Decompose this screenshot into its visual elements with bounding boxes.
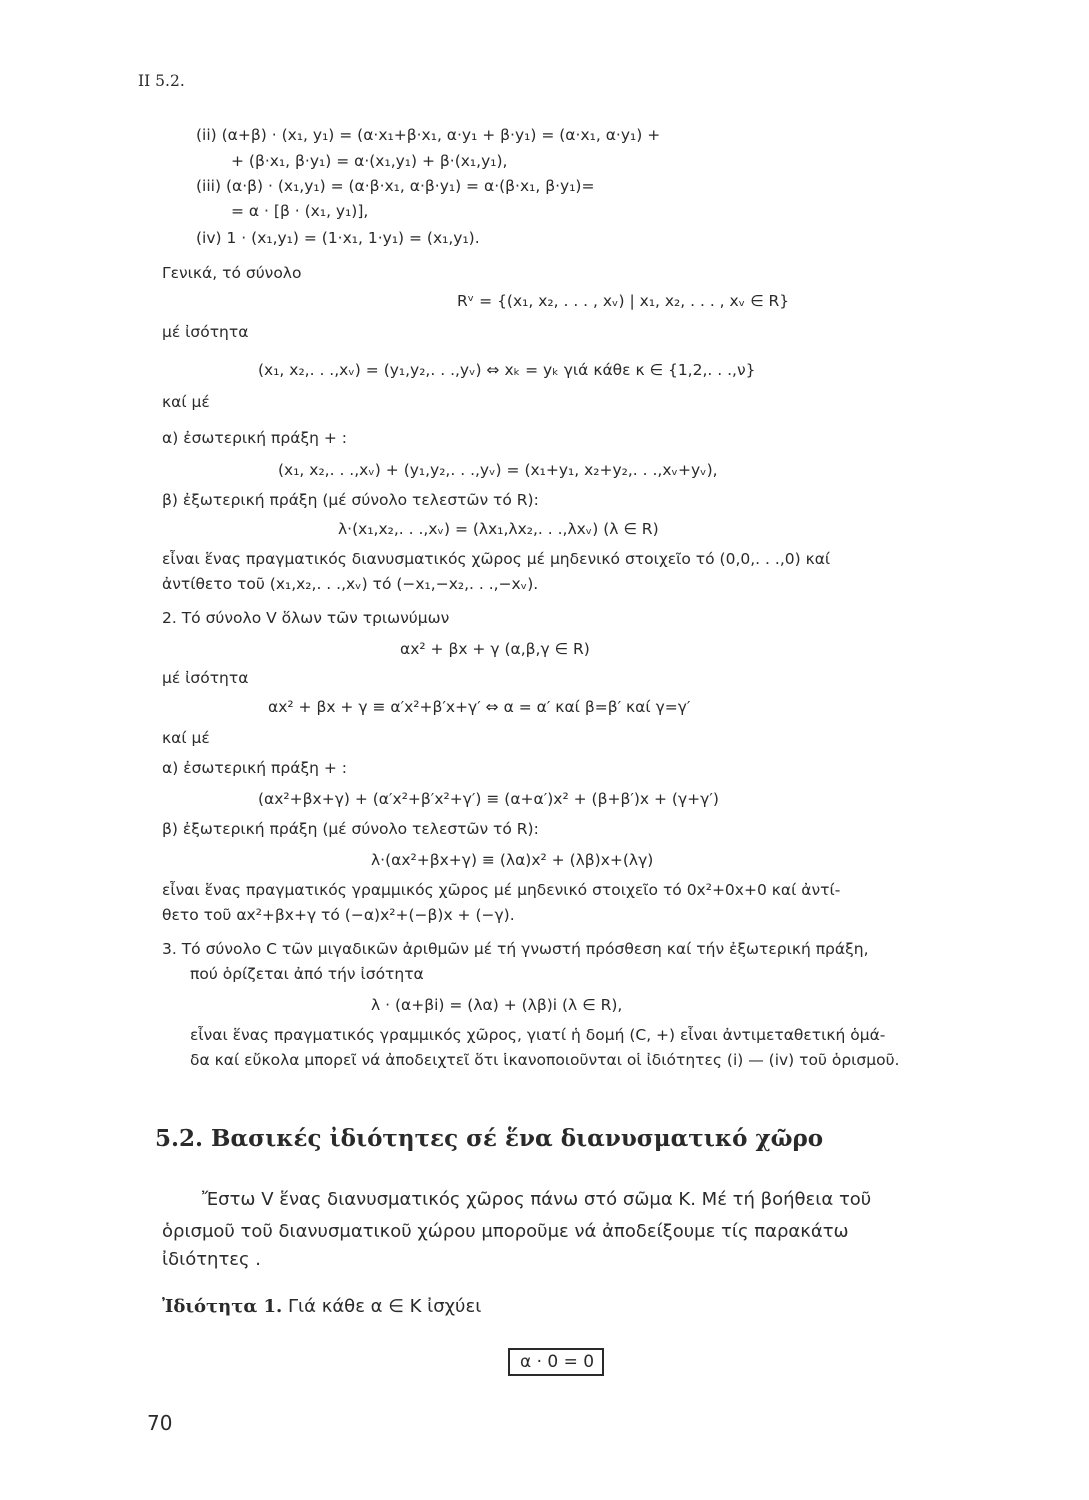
text-line: + (β·x₁, β·y₁) = α·(x₁,y₁) + β·(x₁,y₁), <box>231 152 508 170</box>
property-label: Ἰδιότητα 1. <box>162 1296 283 1317</box>
formula-line: λ·(αx²+βx+γ) ≡ (λα)x² + (λβ)x+(λγ) <box>371 851 654 869</box>
text-line: πού ὁρίζεται ἀπό τήν ἰσότητα <box>190 965 424 983</box>
text-line: β) ἐξωτερική πράξη (μέ σύνολο τελεστῶν τό R): <box>162 491 539 509</box>
formula-line: λ · (α+βi) = (λα) + (λβ)i (λ ∈ R), <box>371 996 623 1014</box>
paragraph-line: ὁρισμοῦ τοῦ διανυσματικοῦ χώρου μποροῦμε νά ἀποδείξουμε τίς παρακάτω <box>162 1221 849 1242</box>
boxed-formula: α · 0 = 0 <box>508 1348 604 1376</box>
formula-line: αx² + βx + γ ≡ α′x²+β′x+γ′ ⇔ α = α′ καί β=β′ καί γ=γ′ <box>268 698 691 716</box>
text-line: (iii) (α·β) · (x₁,y₁) = (α·β·x₁, α·β·y₁) = α·(β·x₁, β·y₁)= <box>196 177 595 195</box>
formula-line: λ·(x₁,x₂,. . .,xᵥ) = (λx₁,λx₂,. . .,λxᵥ) (λ ∈ R) <box>338 520 659 538</box>
text-line: εἶναι ἕνας πραγματικός γραμμικός χῶρος, γιατί ἡ δομή (C, +) εἶναι ἀντιμεταθετική ὁμά- <box>190 1026 886 1044</box>
text-line: = α · [β · (x₁, y₁)], <box>231 202 369 220</box>
formula-line: αx² + βx + γ (α,β,γ ∈ R) <box>400 640 590 658</box>
property-heading <box>162 1295 481 1319</box>
formula-line: (x₁, x₂,. . .,xᵥ) = (y₁,y₂,. . .,yᵥ) ⇔ xₖ = yₖ γιά κάθε κ ∈ {1,2,. . .,ν} <box>258 361 756 379</box>
text-line: θετο τοῦ αx²+βx+γ τό (−α)x²+(−β)x + (−γ). <box>162 906 515 924</box>
text-line: α) ἐσωτερική πράξη + : <box>162 429 347 447</box>
page-number: 70 <box>147 1411 173 1435</box>
running-header: II 5.2. <box>138 72 185 90</box>
formula-line: (x₁, x₂,. . .,xᵥ) + (y₁,y₂,. . .,yᵥ) = (x₁+y₁, x₂+y₂,. . .,xᵥ+yᵥ), <box>278 461 718 479</box>
text-line: Γενικά, τό σύνολο <box>162 264 302 282</box>
text-line: (ii) (α+β) · (x₁, y₁) = (α·x₁+β·x₁, α·y₁ + β·y₁) = (α·x₁, α·y₁) + <box>196 126 661 144</box>
text-line: καί μέ <box>162 729 210 747</box>
text-line: 2. Τό σύνολο V ὅλων τῶν τριωνύμων <box>162 609 450 627</box>
text-line: μέ ἰσότητα <box>162 323 249 341</box>
section-title: 5.2. Βασικές ἰδιότητες σέ ἕνα διανυσματικό χῶρο <box>155 1125 824 1152</box>
text-line: α) ἐσωτερική πράξη + : <box>162 759 347 777</box>
text-line: εἶναι ἕνας πραγματικός γραμμικός χῶρος μέ μηδενικό στοιχεῖο τό 0x²+0x+0 καί ἀντί- <box>162 881 841 899</box>
text-line: καί μέ <box>162 393 210 411</box>
property-text: Γιά κάθε α ∈ K ἰσχύει <box>288 1296 482 1317</box>
formula-line: Rᵛ = {(x₁, x₂, . . . , xᵥ) | x₁, x₂, . . . , xᵥ ∈ R} <box>457 292 790 310</box>
paragraph-line: ἰδιότητες . <box>162 1249 262 1270</box>
formula-line: (αx²+βx+γ) + (α′x²+β′x²+γ′) ≡ (α+α′)x² + (β+β′)x + (γ+γ′) <box>258 790 719 808</box>
text-line: (iv) 1 · (x₁,y₁) = (1·x₁, 1·y₁) = (x₁,y₁). <box>196 229 480 247</box>
text-line: β) ἐξωτερική πράξη (μέ σύνολο τελεστῶν τό R): <box>162 820 539 838</box>
text-line: ἀντίθετο τοῦ (x₁,x₂,. . .,xᵥ) τό (−x₁,−x₂,. . .,−xᵥ). <box>162 575 539 593</box>
paragraph-line: Ἔστω V ἕνας διανυσματικός χῶρος πάνω στό σῶμα K. Μέ τή βοήθεια τοῦ <box>202 1189 872 1210</box>
text-line: μέ ἰσότητα <box>162 669 249 687</box>
text-line: εἶναι ἕνας πραγματικός διανυσματικός χῶρος μέ μηδενικό στοιχεῖο τό (0,0,. . .,0) καί <box>162 550 831 568</box>
text-line: 3. Τό σύνολο C τῶν μιγαδικῶν ἀριθμῶν μέ τή γνωστή πρόσθεση καί τήν ἐξωτερική πράξη, <box>162 940 869 958</box>
text-line: δα καί εὔκολα μπορεῖ νά ἀποδειχτεῖ ὅτι ἱκανοποιοῦνται οἱ ἰδιότητες (i) — (iv) τοῦ ὁρισμοῦ. <box>190 1051 900 1069</box>
